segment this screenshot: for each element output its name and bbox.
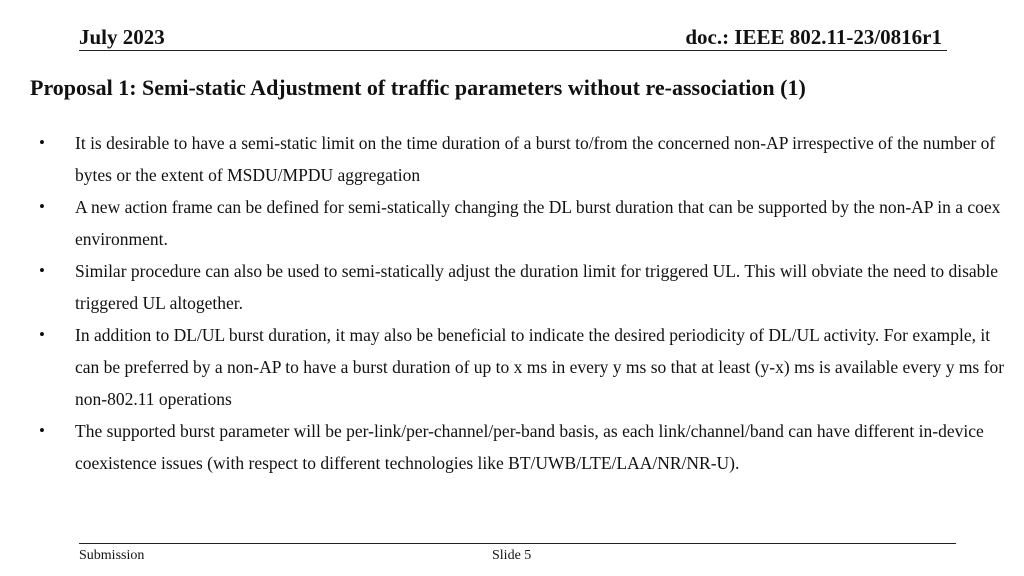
bullet-text: Similar procedure can also be used to semi-statically adjust the duration limit for triggered UL. This will obviate the need to disable triggered UL altogether. xyxy=(75,261,999,313)
footer-divider xyxy=(79,543,956,544)
bullet-text: In addition to DL/UL burst duration, it may also be beneficial to indicate the desired periodicity of DL/UL activity. For example, it can be preferred by a non-AP to have a burst duration of up to x ms in every y ms so that at least (y-x) ms is available every y ms for non-802.11 operations xyxy=(75,325,1005,409)
bullet-item-3 xyxy=(30,255,1005,319)
header-date: July 2023 xyxy=(79,25,165,49)
bullet-item-4 xyxy=(30,319,1005,415)
slide-title: Proposal 1: Semi-static Adjustment of traffic parameters without re-association (1) xyxy=(30,75,806,100)
bullet-list xyxy=(30,127,1005,479)
bullet-text: The supported burst parameter will be per-link/per-channel/per-band basis, as each link/channel/band can have different in-device coexistence issues (with respect to different technologies like BT/UWB/LTE/LAA/NR/NR-U). xyxy=(75,421,984,473)
header-doc-id: doc.: IEEE 802.11-23/0816r1 xyxy=(685,25,942,49)
footer-submission: Submission xyxy=(79,548,145,563)
bullet-icon: • xyxy=(39,421,45,440)
header-divider xyxy=(79,50,947,51)
bullet-icon: • xyxy=(39,325,45,344)
bullet-item-2 xyxy=(30,191,1005,255)
bullet-item-1 xyxy=(30,127,1005,191)
bullet-text: It is desirable to have a semi-static limit on the time duration of a burst to/from the concerned non-AP irrespective of the number of bytes or the extent of MSDU/MPDU aggregation xyxy=(75,133,996,185)
bullet-icon: • xyxy=(39,197,45,216)
bullet-icon: • xyxy=(39,133,45,152)
bullet-text: A new action frame can be defined for semi-statically changing the DL burst duration that can be supported by the non-AP in a coex environment. xyxy=(75,197,1001,249)
bullet-icon: • xyxy=(39,261,45,280)
bullet-item-5 xyxy=(30,415,1005,479)
footer-slide-number: Slide 5 xyxy=(492,548,532,563)
